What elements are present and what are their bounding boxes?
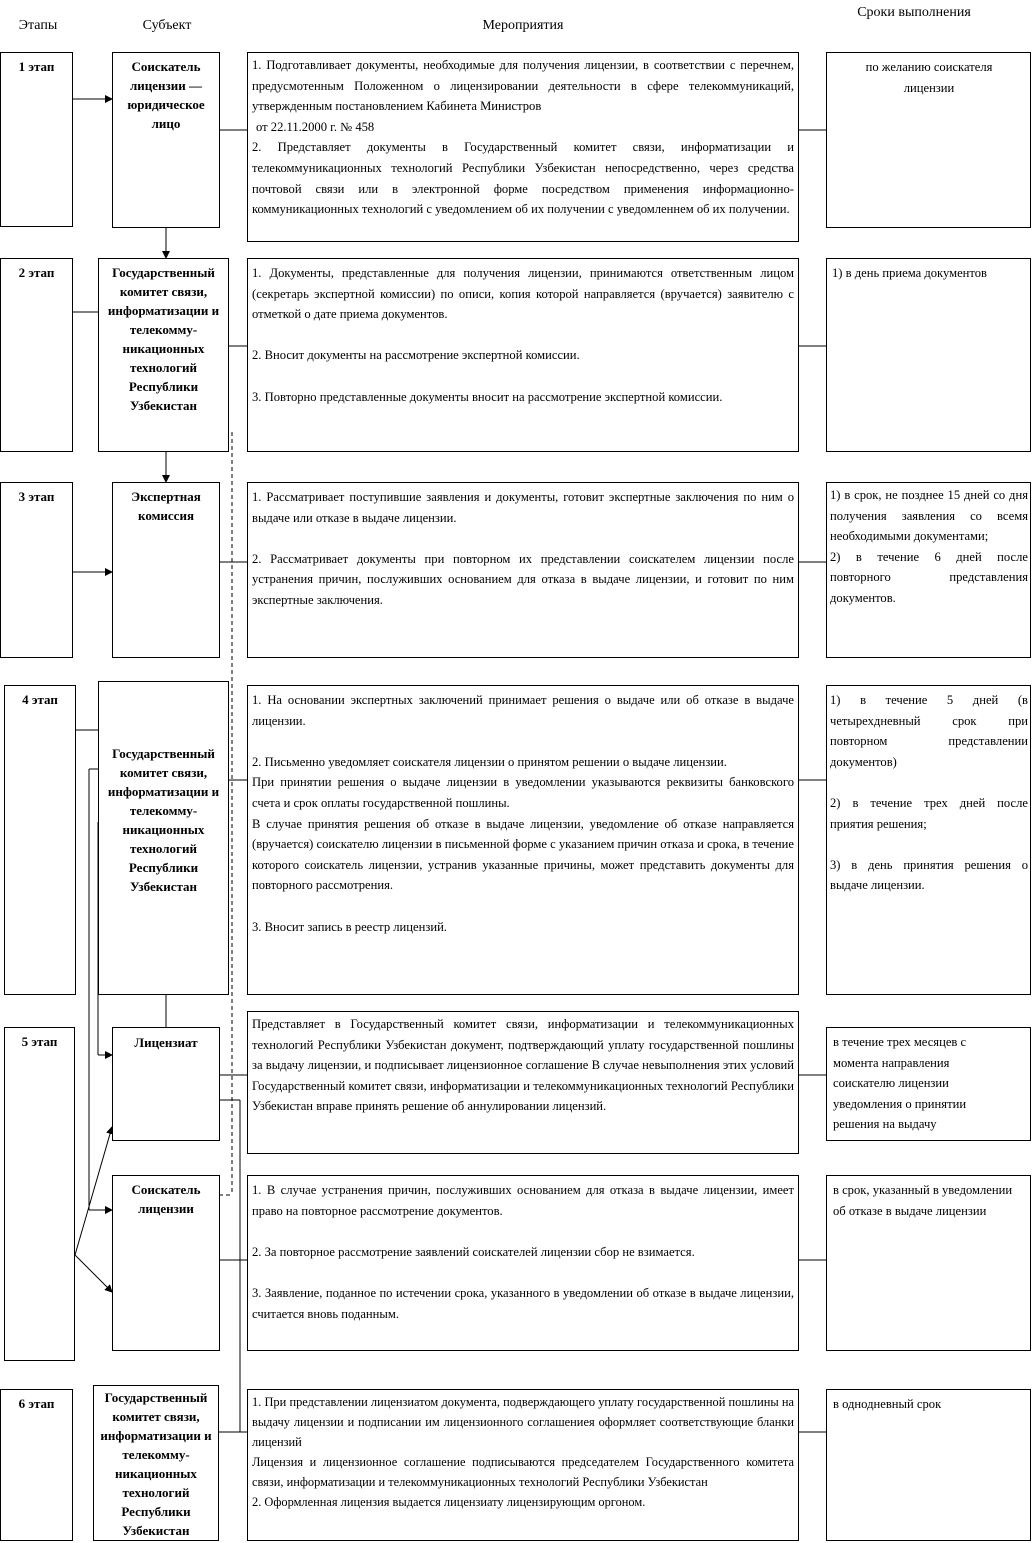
actions-stage-6 [247,1389,799,1541]
subject-licensee: Лицензиат [112,1027,220,1141]
action-text: 2. Представляет документы в Государственный комитет связи, информатизации и телекоммуникационных технологий Республики Узбекистан непосредственно, через средства почтовой связи или в электронной форме посредством применения информационно-коммуникационных технологий с уведомлением об их получении с уведомленнем об их получении. [252,140,794,217]
deadline-stage-5-applicant [826,1175,1031,1351]
action-text: 2. Письменно уведомляет соискателя лицензии о принятом решении о выдаче лицензии. [252,754,727,769]
actions-stage-2 [247,258,799,452]
subject-state-committee: Государственный комитет связи, информатизации и телекомму-никационных технологий Республики Узбекистан [98,681,229,995]
deadline-stage-3 [826,482,1031,658]
action-text: 1. На основании экспертных заключений принимает решения о выдаче или об отказе в выдаче лицензии. [252,693,794,728]
header-deadline: Сроки выполнения [857,5,971,20]
deadline-text: в течение трех месяцев с момента направления соискателю лицензии уведомления о принятии решения на выдачу [833,1035,967,1132]
stage-6: 6 этап [0,1389,73,1541]
action-text: 1. Рассматривает поступившие заявления и документы, готовит экспертные заключения по ним о выдаче или отказе в выдаче лицензии. [252,490,794,525]
header-stages: Этапы [18,18,58,33]
action-text: 1. При представлении лицензиатом документа, подверждающего уплату государственной пошлины на выдачу лицензии и подписании им лицензионного соглашениея оформляет соответствующие бланки лицензий [252,1395,794,1449]
subject-state-committee: Государственный комитет связи, информатизации и телекомму-никационных технологий Республики Узбекистан [93,1385,219,1541]
deadline-text: 1) в день приема документов [832,266,988,280]
stage-5: 5 этап [4,1027,75,1361]
action-text: от 22.11.2000 г. № 458 [256,119,375,134]
deadline-text: 1) в срок, не позднее 15 дней со дня получения заявления со всемя необходимыми документами; [830,488,1028,544]
action-text: 2. Оформленная лицензия выдается лицензиату лицензирующим оргоном. [252,1495,646,1509]
action-text: 2. Вносит документы на рассмотрение экспертной комиссии. [252,348,580,363]
actions-stage-5-licensee [247,1011,799,1154]
deadline-stage-4 [826,685,1031,995]
action-text: 2. Рассматривает документы при повторном их представлении соискателем лицензии после устранения причин, послуживших основанием для отказа в выдаче лицензии, и готовит по ним экспертные заключения. [252,551,794,607]
deadline-text: в срок, указанный в уведомлении об отказе в выдаче лицензии [833,1183,1013,1218]
subject-state-committee: Государственный комитет связи, информатизации и телекомму-никационных технологий Республики Узбекистан [98,258,229,452]
actions-stage-5-applicant [247,1175,799,1351]
deadline-stage-6 [826,1389,1031,1541]
action-text: При принятии решения о выдаче лицензии в уведомлении указываются реквизиты банковского счета и срок оплаты государственной пошлины. [252,775,794,810]
stage-1: 1 этап [0,52,73,227]
deadline-stage-1 [826,52,1031,228]
deadline-text: в однодневный срок [833,1397,942,1411]
action-text: Представляет в Государственный комитет связи, информатизации и телекоммуникационных технологий Республики Узбекистан документ, подтверждающий уплату государственной пошлины за выдачу лицензии, и подписывает лицензионное соглашение В случае невыполнения этих условий Государственный комитет связи, информатизации и телекоммуникационных технологий Республики Узбекистан вправе принять решение об аннулировании лицензий. [252,1017,794,1114]
action-text: Лицензия и лицензионное соглашение подписываются председателем Государственного комитета связи, информатизации и телекоммуникационных технологий Республики Узбекистан [252,1455,794,1489]
action-text: 1. В случае устранения причин, послуживших основанием для отказа в выдаче лицензии, имеет право на повторное рассмотрение документов. [252,1183,794,1218]
action-text: В случае принятия решения об отказе в выдаче лицензии, уведомление об отказе направляется (вручается) соискателю лицензии в письменной форме с указанием причин отказа и срока, в течение которого соискатель лицензии, устранив указанные причины, может представить документы для повторного рассмотрения. [252,816,794,893]
stage-2: 2 этап [0,258,73,452]
subject-expert-commission: Экспертная комиссия [112,482,220,658]
deadline-text: по желанию соискателя лицензии [865,60,993,95]
deadline-text: 1) в течение 5 дней (в четырехдневный срок при повторном представлении документов) [830,693,1028,769]
deadline-text: 2) в течение трех дней после приятия решения; [830,795,1028,831]
deadline-stage-2 [826,258,1031,452]
action-text: 3. Заявление, поданное по истечении срока, указанного в уведомлении об отказе в выдаче лицензии, считается вновь поданным. [252,1285,794,1321]
header-actions: Мероприятия [482,18,564,33]
subject-applicant-legal-entity: Соискатель лицензии — юридическое лицо [112,52,220,228]
actions-stage-4 [247,685,799,995]
deadline-text: 3) в день принятия решения о выдаче лицензии. [830,857,1028,893]
subject-license-applicant: Соискатель лицензии [112,1175,220,1351]
action-text: 2. За повторное рассмотрение заявлений соискателей лицензии сбор не взимается. [252,1244,695,1259]
stage-4: 4 этап [4,685,76,995]
action-text: 3. Повторно представленные документы вносит на рассмотрение экспертной комиссии. [252,389,723,404]
actions-stage-3 [247,482,799,658]
action-text: 3. Вносит запись в реестр лицензий. [252,919,447,934]
deadline-text: 2) в течение 6 дней после повторного представления документов. [830,549,1028,605]
actions-stage-1 [247,52,799,242]
stage-3: 3 этап [0,482,73,658]
action-text: 1. Подготавливает документы, необходимые для получения лицензии, в соответствии с перечнем, предусмотенным Положенном о лицензировании деятельности в сфере телекоммуникаций, утвержденным постановлением Кабинета Министров [252,58,794,114]
action-text: 1. Документы, представленные для получения лицензии, принимаются ответственным лицом (секретарь экспертной комиссии) по описи, копия которой направляется (вручается) заявителю с отметкой о дате приема документов. [252,266,794,322]
header-subject: Субъект [142,18,192,33]
deadline-stage-5-licensee [826,1027,1031,1141]
